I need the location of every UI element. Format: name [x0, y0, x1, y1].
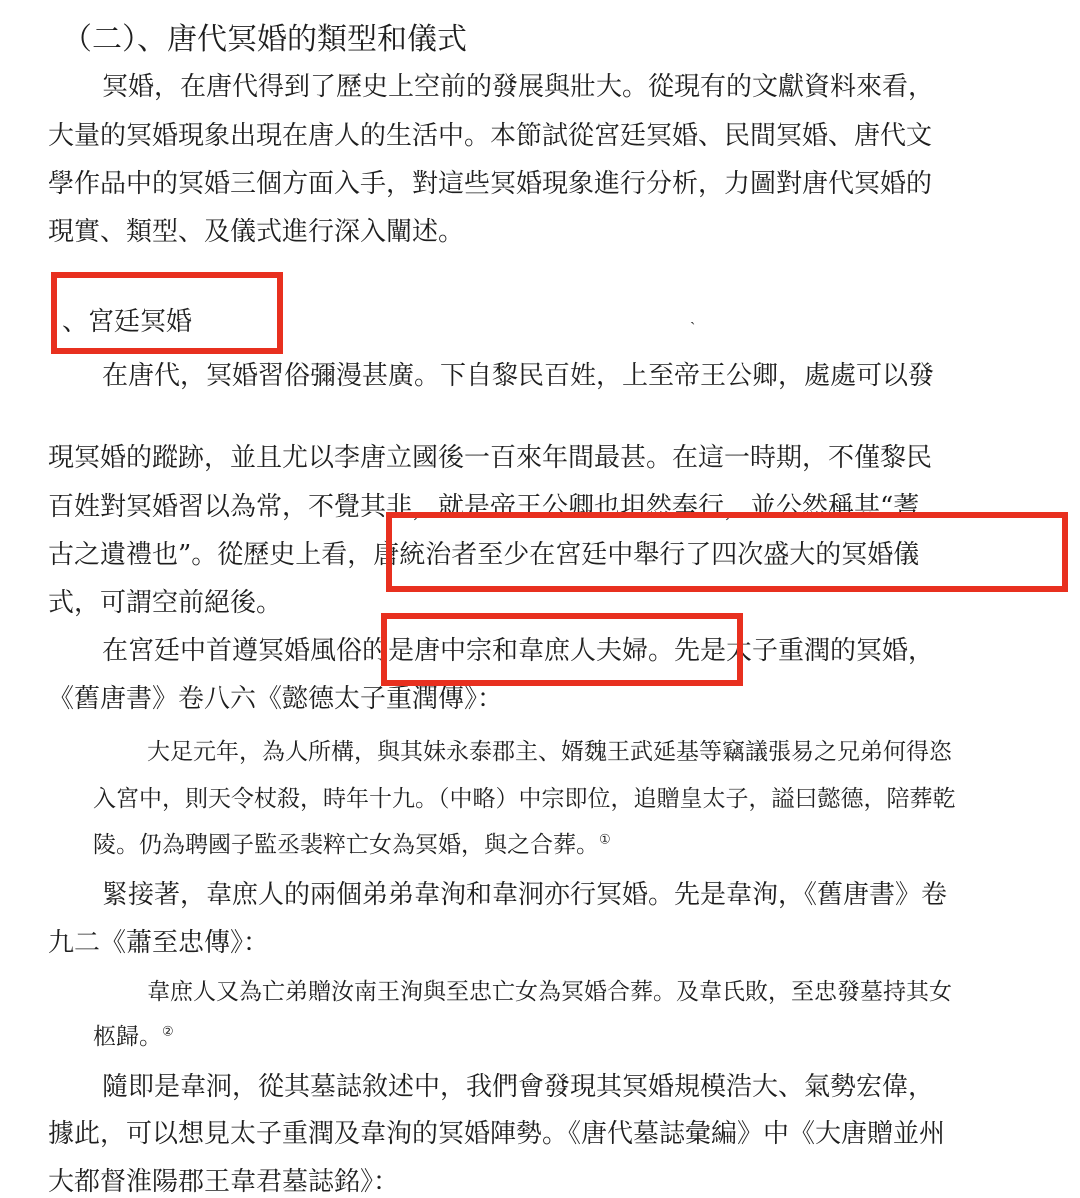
- para1-line: 古之遺禮也”。從歷史上看，唐統治者至少在宮廷中舉行了四次盛大的冥婚儀: [48, 540, 920, 570]
- para3-line: 九二《蕭至忠傳》：: [48, 928, 270, 958]
- footnote-marker: ①: [599, 832, 611, 848]
- quote1-text: 陵。仍為聘國子監丞裴粹亡女為冥婚，與之合葬。: [93, 832, 599, 858]
- intro-line: 大量的冥婚現象出現在唐人的生活中。本節試從宮廷冥婚、民間冥婚、唐代文: [48, 121, 933, 151]
- highlight-box-zhongzong-couple: [381, 613, 743, 686]
- section-heading: （二）、唐代冥婚的類型和儀式: [62, 22, 467, 57]
- intro-line: 現實、類型、及儀式進行深入闡述。: [48, 217, 465, 247]
- scan-mark: ˏ: [690, 306, 696, 325]
- quote2-text: 柩歸。: [93, 1024, 162, 1050]
- quote1-line: 大足元年，為人所構，與其妹永泰郡主、婿魏王武延基等竊議張易之兄弟何得恣: [147, 739, 952, 765]
- quote1-line: [93, 826, 611, 859]
- footnote-marker: ②: [162, 1024, 174, 1040]
- highlight-box-four-ceremonies: [386, 512, 1068, 592]
- para4-line: 大都督淮陽郡王韋君墓誌銘》：: [48, 1167, 400, 1197]
- para1-line: 式，可謂空前絕後。: [48, 588, 283, 618]
- highlight-box-subheading: [51, 272, 283, 354]
- para4-line: 據此，可以想見太子重潤及韋洵的冥婚陣勢。《唐代墓誌彙編》中《大唐贈並州: [48, 1119, 946, 1149]
- para2-line: 在宮廷中首遵冥婚風俗的是唐中宗和韋庶人夫婦。先是太子重潤的冥婚，: [102, 636, 935, 666]
- subheading: 、宮廷冥婚: [62, 307, 193, 337]
- para1-line: 百姓對冥婚習以為常，不覺其非，就是帝王公卿也坦然奉行，並公然稱其“蓍: [48, 492, 920, 522]
- para3-line: 緊接著，韋庶人的兩個弟弟韋洵和韋泂亦行冥婚。先是韋洵，《舊唐書》卷: [102, 880, 948, 910]
- para1-line: 在唐代，冥婚習俗彌漫甚廣。下自黎民百姓，上至帝王公卿，處處可以發: [102, 361, 935, 391]
- intro-line: 冥婚，在唐代得到了歷史上空前的發展與壯大。從現有的文獻資料來看，: [102, 72, 935, 102]
- para2-line: 《舊唐書》卷八六《懿德太子重潤傳》：: [48, 684, 504, 714]
- quote2-line: 韋庶人又為亡弟贈汝南王洵與至忠亡女為冥婚合葬。及韋氏敗，至忠發墓持其女: [147, 979, 952, 1005]
- quote2-line: [93, 1018, 174, 1051]
- para4-line: 隨即是韋泂，從其墓誌敘述中，我們會發現其冥婚規模浩大、氣勢宏偉，: [102, 1072, 935, 1102]
- quote1-line: 入宮中，則天令杖殺，時年十九。（中略）中宗即位，追贈皇太子，謚曰懿德，陪葬乾: [93, 786, 956, 812]
- intro-line: 學作品中的冥婚三個方面入手，對這些冥婚現象進行分析，力圖對唐代冥婚的: [48, 169, 933, 199]
- para1-line: 現冥婚的蹤跡，並且尤以李唐立國後一百來年間最甚。在這一時期，不僅黎民: [48, 443, 933, 473]
